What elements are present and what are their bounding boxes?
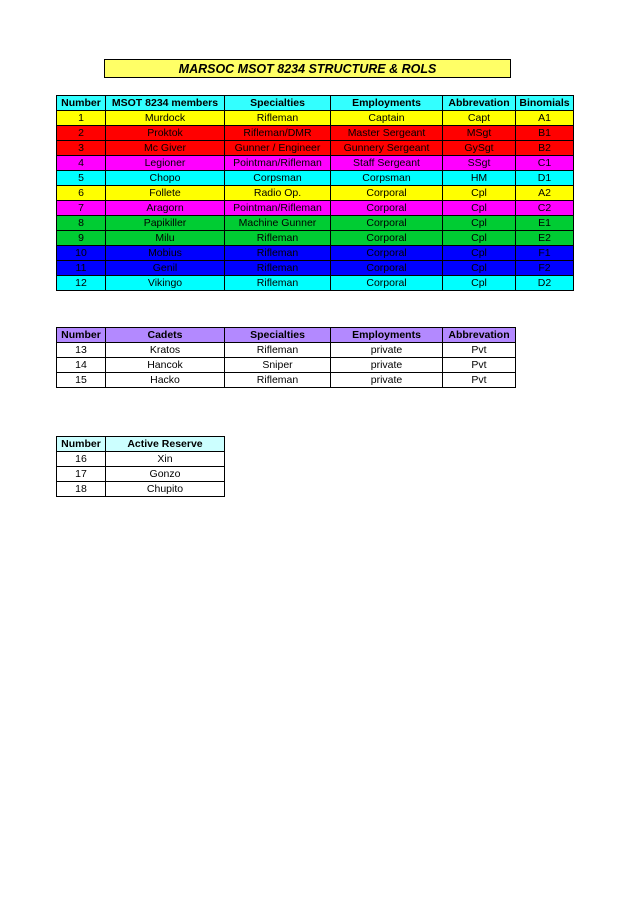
table-cell: 12	[57, 276, 106, 291]
table-cell: Murdock	[106, 111, 225, 126]
table-cell: Legioner	[106, 156, 225, 171]
table-cell: Hacko	[106, 373, 225, 388]
table-cell: 9	[57, 231, 106, 246]
table-cell: Rifleman	[225, 111, 331, 126]
table-cell: Captain	[331, 111, 443, 126]
table-cell: 4	[57, 156, 106, 171]
table-cell: Cpl	[443, 186, 516, 201]
table-header-row	[57, 96, 574, 111]
table-row	[57, 452, 225, 467]
table-cell: D1	[516, 171, 574, 186]
table-cell: B1	[516, 126, 574, 141]
header-cell: Number	[57, 96, 106, 111]
table-cell: Aragorn	[106, 201, 225, 216]
table-cell: Staff Sergeant	[331, 156, 443, 171]
table-cell: Rifleman/DMR	[225, 126, 331, 141]
reserve-table	[56, 436, 225, 497]
table-cell: 3	[57, 141, 106, 156]
table-cell: Rifleman	[225, 276, 331, 291]
table-cell: Genil	[106, 261, 225, 276]
header-cell: Employments	[331, 96, 443, 111]
table-row	[57, 216, 574, 231]
table-cell: 16	[57, 452, 106, 467]
table-cell: Cpl	[443, 261, 516, 276]
table-cell: 13	[57, 343, 106, 358]
table-cell: Chupito	[106, 482, 225, 497]
table-row	[57, 126, 574, 141]
table-cell: Pvt	[443, 343, 516, 358]
table-cell: 1	[57, 111, 106, 126]
header-cell: Number	[57, 437, 106, 452]
table-cell: Mobius	[106, 246, 225, 261]
table-cell: Cpl	[443, 246, 516, 261]
table-cell: 7	[57, 201, 106, 216]
table-cell: 11	[57, 261, 106, 276]
table-cell: Follete	[106, 186, 225, 201]
table-cell: Kratos	[106, 343, 225, 358]
table-cell: 18	[57, 482, 106, 497]
table-cell: Corporal	[331, 276, 443, 291]
table-cell: D2	[516, 276, 574, 291]
table-row	[57, 482, 225, 497]
table-cell: Proktok	[106, 126, 225, 141]
header-cell: Abbrevation	[443, 328, 516, 343]
table-cell: 8	[57, 216, 106, 231]
table-cell: Pvt	[443, 373, 516, 388]
table-cell: Corporal	[331, 231, 443, 246]
header-cell: Number	[57, 328, 106, 343]
table-row	[57, 141, 574, 156]
table-cell: B2	[516, 141, 574, 156]
table-cell: Xin	[106, 452, 225, 467]
table-header-row	[57, 437, 225, 452]
table-cell: Corpsman	[225, 171, 331, 186]
table-cell: C2	[516, 201, 574, 216]
table-cell: E2	[516, 231, 574, 246]
table-row	[57, 171, 574, 186]
table-cell: private	[331, 343, 443, 358]
table-row	[57, 156, 574, 171]
table-cell: Corporal	[331, 246, 443, 261]
table-cell: Machine Gunner	[225, 216, 331, 231]
table-cell: 14	[57, 358, 106, 373]
table-cell: A2	[516, 186, 574, 201]
header-cell: Specialties	[225, 328, 331, 343]
cadets-table	[56, 327, 516, 388]
table-cell: Corporal	[331, 216, 443, 231]
table-row	[57, 276, 574, 291]
table-cell: SSgt	[443, 156, 516, 171]
table-cell: Chopo	[106, 171, 225, 186]
table-cell: F1	[516, 246, 574, 261]
header-cell: Cadets	[106, 328, 225, 343]
table-cell: 5	[57, 171, 106, 186]
table-cell: Hancok	[106, 358, 225, 373]
table-cell: HM	[443, 171, 516, 186]
table-cell: Rifleman	[225, 343, 331, 358]
table-cell: Gunnery Sergeant	[331, 141, 443, 156]
table-cell: Rifleman	[225, 231, 331, 246]
table-row	[57, 231, 574, 246]
table-cell: Corpsman	[331, 171, 443, 186]
table-cell: E1	[516, 216, 574, 231]
table-cell: Corporal	[331, 186, 443, 201]
table-cell: GySgt	[443, 141, 516, 156]
header-cell: Employments	[331, 328, 443, 343]
table-cell: Milu	[106, 231, 225, 246]
table-cell: F2	[516, 261, 574, 276]
members-table	[56, 95, 574, 291]
page-title: MARSOC MSOT 8234 STRUCTURE & ROLS	[104, 59, 511, 78]
table-row	[57, 261, 574, 276]
table-cell: Cpl	[443, 276, 516, 291]
table-cell: Papikiller	[106, 216, 225, 231]
table-cell: 10	[57, 246, 106, 261]
table-row	[57, 343, 516, 358]
table-cell: Mc Giver	[106, 141, 225, 156]
table-row	[57, 246, 574, 261]
header-cell: Active Reserve	[106, 437, 225, 452]
header-cell: Abbrevation	[443, 96, 516, 111]
table-cell: Rifleman	[225, 261, 331, 276]
table-cell: Rifleman	[225, 373, 331, 388]
table-cell: Pointman/Rifleman	[225, 201, 331, 216]
table-row	[57, 467, 225, 482]
table-cell: Corporal	[331, 201, 443, 216]
table-header-row	[57, 328, 516, 343]
table-cell: private	[331, 373, 443, 388]
table-cell: Sniper	[225, 358, 331, 373]
table-cell: Corporal	[331, 261, 443, 276]
table-cell: Rifleman	[225, 246, 331, 261]
table-cell: A1	[516, 111, 574, 126]
table-cell: Master Sergeant	[331, 126, 443, 141]
table-cell: C1	[516, 156, 574, 171]
table-cell: Cpl	[443, 216, 516, 231]
table-row	[57, 186, 574, 201]
table-cell: 15	[57, 373, 106, 388]
table-cell: 6	[57, 186, 106, 201]
table-cell: Gonzo	[106, 467, 225, 482]
table-cell: Capt	[443, 111, 516, 126]
table-cell: Vikingo	[106, 276, 225, 291]
table-cell: 17	[57, 467, 106, 482]
table-cell: Cpl	[443, 231, 516, 246]
header-cell: MSOT 8234 members	[106, 96, 225, 111]
table-row	[57, 201, 574, 216]
table-row	[57, 358, 516, 373]
table-cell: MSgt	[443, 126, 516, 141]
header-cell: Specialties	[225, 96, 331, 111]
table-cell: Gunner / Engineer	[225, 141, 331, 156]
table-cell: 2	[57, 126, 106, 141]
table-cell: Pointman/Rifleman	[225, 156, 331, 171]
table-cell: private	[331, 358, 443, 373]
table-cell: Radio Op.	[225, 186, 331, 201]
table-row	[57, 373, 516, 388]
table-row	[57, 111, 574, 126]
table-cell: Cpl	[443, 201, 516, 216]
table-cell: Pvt	[443, 358, 516, 373]
header-cell: Binomials	[516, 96, 574, 111]
